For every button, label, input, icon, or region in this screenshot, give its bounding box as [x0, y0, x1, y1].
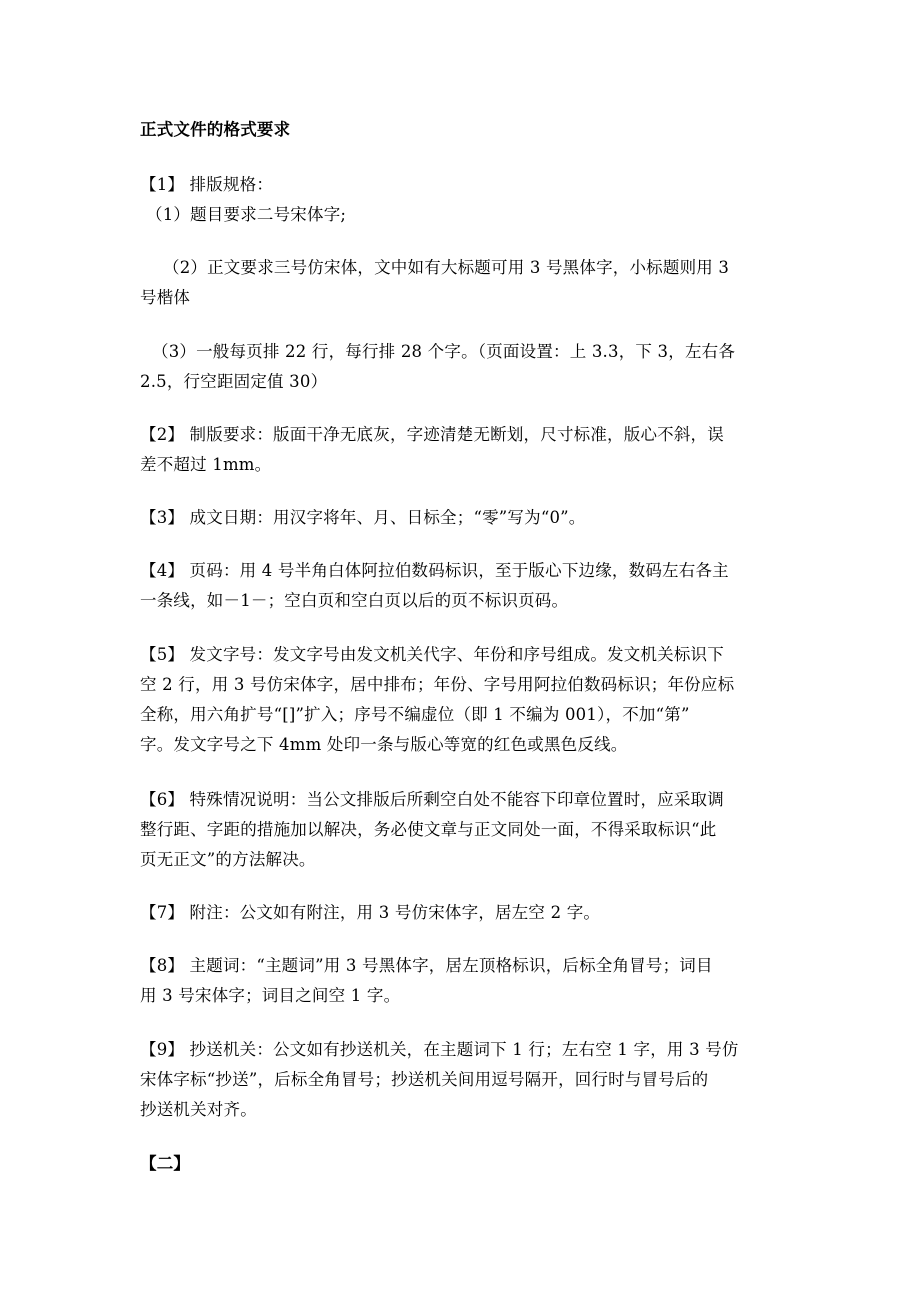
- section-6-line-3: 页无正文”的方法解决。: [140, 850, 316, 869]
- section-two-heading: 【二】: [140, 1154, 191, 1173]
- section-1-item-1: （1）题目要求二号宋体字;: [146, 205, 347, 224]
- section-6-line-2: 整行距、字距的措施加以解决，务必使文章与正文同处一面，不得采取标识“此: [140, 820, 717, 839]
- section-5-line-1: 【5】 发文字号：发文字号由发文机关代字、年份和序号组成。发文机关标识下: [140, 645, 724, 664]
- section-9-line-3: 抄送机关对齐。: [140, 1100, 257, 1119]
- section-4-line-2: 一条线，如－1－；空白页和空白页以后的页不标识页码。: [140, 591, 569, 610]
- section-9-line-1: 【9】 抄送机关：公文如有抄送机关，在主题词下 1 行；左右空 1 字，用 3 号仿: [140, 1040, 739, 1059]
- section-2-line-1: 【2】 制版要求：版面干净无底灰，字迹清楚无断划，尺寸标准，版心不斜，误: [140, 425, 724, 444]
- section-1-item-3-line-1: （3）一般每页排 22 行，每行排 28 个字。（页面设置：上 3.3，下 3，左右各: [152, 342, 736, 361]
- section-9-line-2: 宋体字标“抄送”，后标全角冒号；抄送机关间用逗号隔开，回行时与冒号后的: [140, 1070, 709, 1089]
- document-title: 正式文件的格式要求: [140, 120, 291, 139]
- section-6-line-1: 【6】 特殊情况说明：当公文排版后所剩空白处不能容下印章位置时，应采取调: [140, 790, 724, 809]
- section-4-line-1: 【4】 页码：用 4 号半角白体阿拉伯数码标识，至于版心下边缘，数码左右各主: [140, 561, 729, 580]
- section-2-line-2: 差不超过 1mm。: [140, 455, 272, 474]
- section-8-line-1: 【8】 主题词：“主题词”用 3 号黑体字，居左顶格标识，后标全角冒号；词目: [140, 956, 713, 975]
- section-8-line-2: 用 3 号宋体字；词目之间空 1 字。: [140, 986, 401, 1005]
- section-5-line-3: 全称，用六角扩号“[]”扩入；序号不编虚位（即 1 不编为 001），不加“第”: [140, 705, 690, 724]
- section-1-heading: 【1】 排版规格：: [140, 175, 274, 194]
- section-5-line-4: 字。发文字号之下 4mm 处印一条与版心等宽的红色或黑色反线。: [140, 735, 628, 754]
- section-3-line-1: 【3】 成文日期：用汉字将年、月、日标全；“零”写为“0”。: [140, 508, 586, 527]
- section-5-line-2: 空 2 行，用 3 号仿宋体字，居中排布；年份、字号用阿拉伯数码标识；年份应标: [140, 675, 735, 694]
- section-1-item-2-line-2: 号楷体: [140, 288, 191, 307]
- section-1-item-2-line-1: （2）正文要求三号仿宋体，文中如有大标题可用 3 号黑体字，小标题则用 3: [163, 258, 730, 277]
- section-7-line-1: 【7】 附注：公文如有附注，用 3 号仿宋体字，居左空 2 字。: [140, 903, 601, 922]
- section-1-item-3-line-2: 2.5，行空距固定值 30）: [140, 372, 328, 391]
